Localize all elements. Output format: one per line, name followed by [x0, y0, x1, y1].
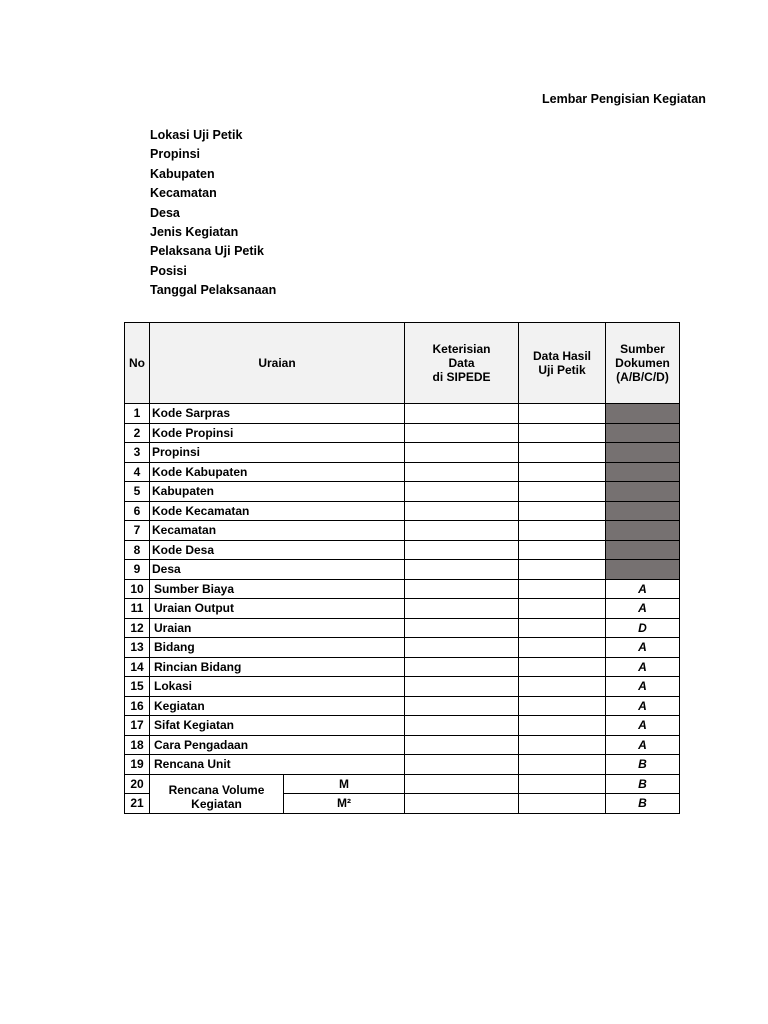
table-row [125, 599, 680, 619]
cell-hasil[interactable] [519, 404, 606, 424]
cell-sumber: A [606, 735, 680, 755]
cell-hasil[interactable] [519, 540, 606, 560]
row-no: 20 [125, 774, 150, 794]
cell-sumber: A [606, 716, 680, 736]
cell-hasil[interactable] [519, 462, 606, 482]
cell-sumber-shaded [606, 462, 680, 482]
header-sumber-line3: (A/B/C/D) [616, 370, 669, 384]
cell-hasil[interactable] [519, 774, 606, 794]
row-uraian: Kode Kecamatan [150, 501, 405, 521]
row-uraian: Rencana Unit [150, 755, 405, 775]
table-row [125, 618, 680, 638]
row-no: 4 [125, 462, 150, 482]
meta-labels [150, 126, 276, 301]
cell-hasil[interactable] [519, 560, 606, 580]
cell-sumber: A [606, 638, 680, 658]
table-row [125, 540, 680, 560]
row-uraian: Uraian [150, 618, 405, 638]
cell-keterisian[interactable] [405, 716, 519, 736]
row-no: 15 [125, 677, 150, 697]
row-uraian: Cara Pengadaan [150, 735, 405, 755]
cell-sumber-shaded [606, 540, 680, 560]
cell-keterisian[interactable] [405, 482, 519, 502]
meta-label-lokasi: Lokasi Uji Petik [150, 128, 243, 142]
row-uraian-merged: Rencana Volume Kegiatan [150, 774, 284, 813]
table-row [125, 716, 680, 736]
row-no: 1 [125, 404, 150, 424]
row-no: 12 [125, 618, 150, 638]
row-uraian: Kegiatan [150, 696, 405, 716]
row-sub-unit: M² [284, 794, 405, 814]
table-row [125, 677, 680, 697]
meta-label-propinsi: Propinsi [150, 147, 201, 162]
table-header-row [125, 323, 680, 404]
meta-label-tanggal: Tanggal Pelaksanaan [150, 283, 277, 298]
row-no: 2 [125, 423, 150, 443]
table-row [125, 482, 680, 502]
cell-hasil[interactable] [519, 579, 606, 599]
row-uraian: Kecamatan [150, 521, 405, 541]
meta-label-posisi: Posisi [150, 263, 187, 278]
row-uraian: Kode Desa [150, 540, 405, 560]
header-data-hasil [519, 323, 606, 404]
row-no: 8 [125, 540, 150, 560]
cell-sumber: A [606, 677, 680, 697]
cell-keterisian[interactable] [405, 618, 519, 638]
table-row [125, 696, 680, 716]
cell-hasil[interactable] [519, 638, 606, 658]
row-no: 6 [125, 501, 150, 521]
row-uraian: Kode Kabupaten [150, 462, 405, 482]
header-uraian: Uraian [150, 323, 405, 404]
row-no: 3 [125, 443, 150, 463]
cell-keterisian[interactable] [405, 677, 519, 697]
cell-hasil[interactable] [519, 501, 606, 521]
row-uraian: Rincian Bidang [150, 657, 405, 677]
row-uraian: Lokasi [150, 677, 405, 697]
cell-hasil[interactable] [519, 482, 606, 502]
header-no: No [125, 323, 150, 404]
cell-sumber: D [606, 618, 680, 638]
header-keterisian-line2: Data [448, 356, 475, 370]
header-keterisian-line3: di SIPEDE [432, 370, 491, 384]
row-no: 13 [125, 638, 150, 658]
row-no: 5 [125, 482, 150, 502]
row-uraian: Kabupaten [150, 482, 405, 502]
cell-keterisian[interactable] [405, 423, 519, 443]
row-uraian: Kode Sarpras [150, 404, 405, 424]
cell-keterisian[interactable] [405, 774, 519, 794]
table-row [125, 462, 680, 482]
cell-sumber-shaded [606, 560, 680, 580]
header-sumber-line2: Dokumen [615, 356, 670, 370]
header-sumber [606, 323, 680, 404]
row-uraian: Bidang [150, 638, 405, 658]
cell-hasil[interactable] [519, 618, 606, 638]
table-row [125, 579, 680, 599]
cell-hasil[interactable] [519, 755, 606, 775]
cell-hasil[interactable] [519, 716, 606, 736]
cell-sumber-shaded [606, 482, 680, 502]
cell-hasil[interactable] [519, 677, 606, 697]
cell-keterisian[interactable] [405, 638, 519, 658]
cell-keterisian[interactable] [405, 404, 519, 424]
table-row [125, 774, 680, 794]
cell-sumber: A [606, 657, 680, 677]
row-no: 7 [125, 521, 150, 541]
table-row [125, 735, 680, 755]
table-row [125, 657, 680, 677]
cell-keterisian[interactable] [405, 443, 519, 463]
header-sumber-line1: Sumber [620, 342, 665, 356]
table-row [125, 423, 680, 443]
cell-keterisian[interactable] [405, 696, 519, 716]
row-no: 9 [125, 560, 150, 580]
form-table [124, 322, 680, 814]
header-keterisian-line1: Keterisian [432, 342, 491, 356]
meta-label-jenis-kegiatan: Jenis Kegiatan [150, 224, 239, 239]
cell-keterisian[interactable] [405, 521, 519, 541]
cell-hasil[interactable] [519, 443, 606, 463]
row-uraian: Uraian Output [150, 599, 405, 619]
row-no: 21 [125, 794, 150, 814]
row-no: 19 [125, 755, 150, 775]
table-row [125, 404, 680, 424]
meta-label-kecamatan: Kecamatan [150, 186, 217, 201]
cell-sumber-shaded [606, 501, 680, 521]
table-row [125, 501, 680, 521]
cell-sumber: A [606, 599, 680, 619]
header-hasil-line1: Data Hasil [532, 349, 592, 363]
document-title: Lembar Pengisian Kegiatan [542, 92, 706, 106]
cell-keterisian[interactable] [405, 794, 519, 814]
cell-hasil[interactable] [519, 657, 606, 677]
meta-label-kabupaten: Kabupaten [150, 166, 215, 181]
table-row [125, 443, 680, 463]
row-uraian: Kode Propinsi [150, 423, 405, 443]
row-uraian: Sumber Biaya [150, 579, 405, 599]
cell-sumber: B [606, 755, 680, 775]
row-no: 11 [125, 599, 150, 619]
cell-keterisian[interactable] [405, 657, 519, 677]
cell-keterisian[interactable] [405, 501, 519, 521]
cell-hasil[interactable] [519, 794, 606, 814]
row-no: 17 [125, 716, 150, 736]
cell-keterisian[interactable] [405, 579, 519, 599]
row-sub-unit: M [284, 774, 405, 794]
row-no: 14 [125, 657, 150, 677]
cell-sumber: B [606, 794, 680, 814]
cell-sumber-shaded [606, 443, 680, 463]
cell-keterisian[interactable] [405, 560, 519, 580]
table-row [125, 638, 680, 658]
row-uraian: Propinsi [150, 443, 405, 463]
table-row [125, 521, 680, 541]
cell-keterisian[interactable] [405, 599, 519, 619]
cell-keterisian[interactable] [405, 755, 519, 775]
cell-hasil[interactable] [519, 423, 606, 443]
cell-keterisian[interactable] [405, 735, 519, 755]
cell-sumber-shaded [606, 423, 680, 443]
header-keterisian [405, 323, 519, 404]
meta-label-pelaksana: Pelaksana Uji Petik [150, 244, 264, 259]
table-row [125, 560, 680, 580]
cell-sumber: B [606, 774, 680, 794]
cell-hasil[interactable] [519, 521, 606, 541]
header-hasil-line2: Uji Petik [538, 363, 586, 377]
row-no: 18 [125, 735, 150, 755]
cell-sumber: A [606, 579, 680, 599]
cell-hasil[interactable] [519, 599, 606, 619]
cell-sumber: A [606, 696, 680, 716]
cell-hasil[interactable] [519, 696, 606, 716]
table-row [125, 755, 680, 775]
cell-keterisian[interactable] [405, 540, 519, 560]
row-uraian: Sifat Kegiatan [150, 716, 405, 736]
cell-keterisian[interactable] [405, 462, 519, 482]
row-no: 10 [125, 579, 150, 599]
meta-label-desa: Desa [150, 205, 180, 220]
cell-sumber-shaded [606, 521, 680, 541]
row-uraian: Desa [150, 560, 405, 580]
cell-hasil[interactable] [519, 735, 606, 755]
row-no: 16 [125, 696, 150, 716]
cell-sumber-shaded [606, 404, 680, 424]
